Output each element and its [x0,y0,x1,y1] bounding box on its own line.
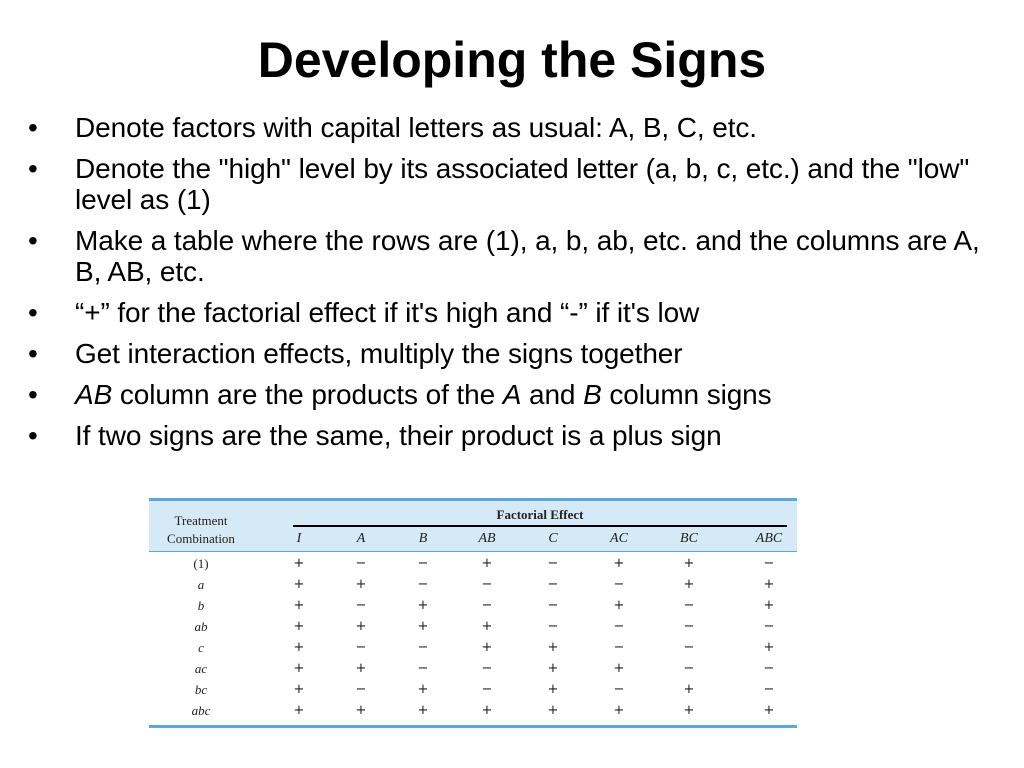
factorial-effect-underline [293,525,787,527]
sign-cell: + [293,640,305,655]
slide-title: Developing the Signs [257,32,767,88]
row-label: (1) [193,556,209,571]
sign-cell: + [481,703,493,718]
bullet-text: Make a table where the rows are (1), a, b, ab, etc. and the columns are A, B, AB, etc. [75,225,980,287]
bullet-text: and [521,379,584,410]
sign-cell: + [613,661,625,676]
bullet-text: B [583,379,602,410]
sign-cell: + [763,577,775,592]
bullet-item [28,153,998,215]
bullet-item [28,297,998,328]
sign-cell: + [417,682,429,697]
sign-cell: + [355,577,367,592]
column-header: AC [610,531,628,546]
sign-cell: − [613,619,625,634]
bullet-text: column are the products of the [112,379,503,410]
sign-cell: − [355,598,367,613]
bullet-dot-icon: • [28,225,38,256]
sign-cell: + [417,703,429,718]
bullet-list [28,112,998,461]
sign-cell: + [683,682,695,697]
sign-cell: + [763,640,775,655]
bullet-text: Denote factors with capital letters as usual: A, B, C, etc. [75,112,757,143]
sign-cell: + [293,556,305,571]
sign-cell: − [417,640,429,655]
sign-cell: − [355,556,367,571]
sign-cell: + [293,619,305,634]
bullet-item [28,225,998,287]
sign-cell: + [293,577,305,592]
sign-cell: − [683,619,695,634]
column-header: ABC [755,531,783,546]
sign-cell: + [481,619,493,634]
sign-cell: − [683,661,695,676]
bullet-item [28,112,998,143]
table-bottom-rule [149,725,797,728]
column-header: C [548,531,558,546]
sign-cell: + [481,640,493,655]
sign-cell: + [613,703,625,718]
sign-cell: − [613,682,625,697]
sign-cell: − [683,640,695,655]
sign-cell: − [481,661,493,676]
sign-cell: − [417,577,429,592]
column-header: A [356,531,366,546]
bullet-text: Get interaction effects, multiply the signs together [75,338,683,369]
sign-cell: − [613,640,625,655]
row-label: ab [194,619,208,634]
bullet-item [28,420,998,451]
bullet-dot-icon: • [28,420,38,451]
sign-cell: − [763,619,775,634]
row-label: a [197,577,205,592]
bullet-item [28,379,998,410]
bullet-dot-icon: • [28,153,38,184]
sign-cell: − [417,556,429,571]
column-header: AB [478,531,496,546]
sign-cell: + [293,682,305,697]
sign-cell: + [293,598,305,613]
treatment-combination-header: Treatment Combination [167,513,235,546]
sign-cell: − [613,577,625,592]
bullet-dot-icon: • [28,338,38,369]
sign-cell: − [763,661,775,676]
sign-cell: + [481,556,493,571]
sign-cell: + [355,661,367,676]
sign-cell: − [481,682,493,697]
bullet-text: A [502,379,522,410]
bullet-text: Denote the "high" level by its associated letter (a, b, c, etc.) and the "low" level as (1) [75,153,970,215]
sign-cell: + [613,556,625,571]
bullet-dot-icon: • [28,297,38,328]
sign-cell: + [613,598,625,613]
sign-cell: − [355,640,367,655]
sign-cell: + [683,577,695,592]
bullet-text: AB [75,379,113,410]
sign-cell: − [481,598,493,613]
sign-cell: + [547,682,559,697]
sign-cell: + [547,703,559,718]
sign-cell: + [683,556,695,571]
sign-cell: + [293,703,305,718]
sign-cell: + [683,703,695,718]
bullet-dot-icon: • [28,379,38,410]
table-header-bottom-rule [149,551,797,552]
column-header: I [296,531,302,546]
sign-cell: − [547,598,559,613]
row-label: abc [191,703,211,718]
sign-cell: + [547,661,559,676]
bullet-text: “+” for the factorial effect if it's high and “-” if it's low [75,297,700,328]
sign-cell: − [683,598,695,613]
column-header: BC [680,531,698,546]
sign-cell: + [763,703,775,718]
row-label: ac [194,661,208,676]
sign-cell: − [481,577,493,592]
sign-cell: + [417,598,429,613]
sign-cell: − [763,556,775,571]
sign-cell: − [547,556,559,571]
sign-cell: − [763,682,775,697]
sign-cell: + [547,640,559,655]
sign-cell: + [763,598,775,613]
bullet-dot-icon: • [28,112,38,143]
sign-cell: − [547,619,559,634]
sign-cell: − [547,577,559,592]
bullet-text: column signs [601,379,772,410]
sign-cell: + [417,619,429,634]
sign-cell: + [293,661,305,676]
bullet-text: If two signs are the same, their product is a plus sign [75,420,722,451]
row-label: bc [194,682,208,697]
column-header: B [418,531,428,546]
sign-cell: − [355,682,367,697]
sign-cell: + [355,703,367,718]
sign-cell: − [417,661,429,676]
factorial-effect-header: Factorial Effect [496,507,584,522]
row-label: b [197,598,205,613]
sign-cell: + [355,619,367,634]
factorial-sign-table [149,498,797,732]
row-label: c [198,640,204,655]
bullet-item [28,338,998,369]
